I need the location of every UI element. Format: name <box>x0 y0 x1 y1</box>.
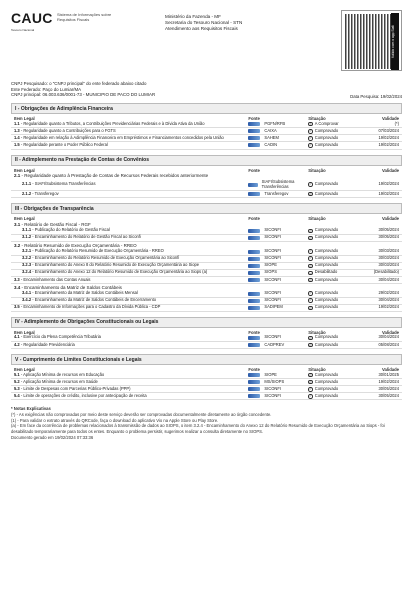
fonte-cell <box>248 129 308 134</box>
status-icon: ✓ <box>309 129 312 134</box>
fonte-label: SICONFI <box>264 297 282 303</box>
validade-cell: 19/02/2024 <box>378 304 399 310</box>
situacao-cell <box>308 298 354 303</box>
validade-cell: 30/05/2024 <box>378 385 399 391</box>
validade-cell: 19/02/2024 <box>378 181 399 187</box>
fonte-cell <box>248 291 308 296</box>
item-text: - Regularidade em relação à Adimplência Financeira em Empréstimos e Financiamentos concedidos pela União <box>20 134 224 140</box>
fonte-label: Transferegov <box>264 190 289 196</box>
situacao-cell <box>308 373 354 378</box>
column-label: Validade <box>381 116 399 122</box>
status-label: Comprovado <box>314 234 339 240</box>
validade-cell: 30/04/2024 <box>378 297 399 303</box>
table-row <box>11 342 402 349</box>
item-legal <box>14 373 248 378</box>
section-title: IV - Adimplemento de Obrigações Constitucionais ou Legais <box>11 317 402 328</box>
fonte-cell <box>248 180 308 190</box>
situacao-cell <box>308 270 354 275</box>
validade-cell: 07/03/2024 <box>378 127 399 133</box>
situacao-cell <box>308 263 354 268</box>
item-legal <box>14 394 248 399</box>
item-text: - Encaminhamento do Relatório Resumido de Execução Orçamentária ao Siconfi <box>32 255 180 261</box>
note-line: (a) - Em face da ocorrência de problemas relacionados à transmissão de dados ao SIOPS, o item 3.2.4 - Encaminhamento do Anexo 12 do Relatório Resumido de Execução Orçamentária ao Siops - foi desabilitado temporariamente para todos os entes. Enquanto o problema persistir, sugerimos realizar a consulta diretamente no SIOPS. <box>11 423 385 435</box>
fonte-label: SICONFI <box>264 392 281 398</box>
item-legal <box>14 136 248 141</box>
status-label: Comprovado <box>314 341 339 347</box>
note-line: (1) - Para validar o extrato através do QRCode, faça o download do aplicativo Vio na Apple Store ou Play Store. <box>11 417 219 423</box>
source-logo-icon <box>248 394 260 398</box>
situacao-cell <box>308 278 354 283</box>
source-logo-icon <box>248 336 260 340</box>
column-label: Validade <box>381 367 399 373</box>
item-number: 2.1.2 <box>22 190 32 196</box>
validade-cell: 30/03/2024 <box>378 255 399 261</box>
situacao-cell <box>308 343 354 348</box>
item-number: 2.1.1 <box>22 181 32 187</box>
column-label: Item Legal <box>14 116 35 122</box>
situacao-cell <box>308 387 354 392</box>
ente-federado: Ente Federado: Paço do Lumiar/MA <box>11 86 82 92</box>
status-icon: ✓ <box>309 379 312 384</box>
item-number: 3.1.1 <box>22 227 32 233</box>
fonte-cell <box>248 343 308 348</box>
status-icon: ✓ <box>309 228 312 233</box>
status-icon: – <box>309 270 312 275</box>
status-label: Comprovado <box>314 190 339 196</box>
qr-code[interactable] <box>341 10 402 71</box>
item-legal <box>14 291 248 296</box>
item-text: - Encaminhamento da Matriz de Saldos Contábeis de Encerramento <box>32 297 157 303</box>
item-text: - Encaminhamento da Matriz de Saldos Contábeis Mensal <box>32 290 138 296</box>
situacao-cell <box>308 256 354 261</box>
validade-cell: 30/03/2024 <box>378 262 399 268</box>
item-text: - Encaminhamento do Anexo 12 do Relatório Resumido de Execução Orçamentária ao Siops (a) <box>32 269 208 275</box>
fonte-label: CADIN <box>264 142 278 148</box>
item-legal <box>14 129 248 134</box>
validade-cell: (*) <box>394 120 399 126</box>
validade-cell: 30/03/2024 <box>378 248 399 254</box>
requirements-sections <box>11 103 402 400</box>
item-number: 3.4.1 <box>22 290 32 296</box>
column-label: Situação <box>308 367 326 373</box>
source-logo-icon <box>248 192 260 196</box>
item-legal <box>14 343 248 348</box>
item-legal <box>14 305 248 310</box>
explanatory-notes <box>11 406 402 440</box>
status-icon: ✓ <box>309 249 312 254</box>
ministry-line: Ministério da Fazenda - MF <box>165 14 221 19</box>
item-legal <box>14 263 248 268</box>
status-label: Comprovado <box>314 276 339 282</box>
status-icon: ✓ <box>309 235 312 240</box>
fonte-cell <box>248 256 308 261</box>
section-title: III - Obrigações de Transparência <box>11 203 402 214</box>
item-text: - Limite de Despesas com Parcerias Público-Privadas (PPP) <box>20 385 131 391</box>
item-text: - Transferegov <box>32 190 59 196</box>
situacao-cell <box>308 235 354 240</box>
column-label: Situação <box>308 116 326 122</box>
column-label: Situação <box>308 329 326 335</box>
fonte-cell <box>248 249 308 254</box>
qr-side-label: Válido com o app Siafi <box>391 13 399 70</box>
source-logo-icon <box>248 143 260 147</box>
situacao-cell <box>308 249 354 254</box>
item-legal <box>14 173 248 178</box>
item-legal <box>14 122 248 127</box>
fonte-label: SICONFI <box>264 334 281 340</box>
status-icon: ✓ <box>309 263 312 268</box>
fonte-label: SADIPEM <box>264 304 283 310</box>
fonte-label: CAIXA <box>264 127 277 133</box>
table-row <box>11 142 402 149</box>
source-logo-icon <box>248 271 260 275</box>
situacao-cell <box>308 291 354 296</box>
table-row <box>11 393 402 400</box>
section <box>11 155 402 199</box>
status-label: Comprovado <box>314 127 339 133</box>
column-header <box>11 166 402 173</box>
validade-cell: 19/02/2024 <box>378 190 399 196</box>
fonte-label: SICONFI <box>264 227 282 233</box>
column-label: Item Legal <box>14 329 35 335</box>
logo-subtitle: Tesouro Nacional <box>11 28 35 32</box>
status-icon: ✓ <box>309 372 312 377</box>
column-label: Fonte <box>248 216 260 222</box>
status-label: Comprovado <box>314 227 339 233</box>
situacao-cell <box>308 192 354 197</box>
status-label: Comprovado <box>314 371 339 377</box>
source-logo-icon <box>248 299 260 303</box>
item-legal <box>14 235 248 240</box>
fonte-cell <box>248 235 308 240</box>
item-text: - Exercício da Plena Competência Tributária <box>20 334 101 340</box>
item-number: 3.2 <box>14 242 21 248</box>
fonte-cell <box>248 298 308 303</box>
table-row <box>11 191 402 198</box>
fonte-label: SIOPE <box>264 262 277 268</box>
item-number: 3.1.2 <box>22 234 32 240</box>
status-label: Comprovado <box>314 248 339 254</box>
section <box>11 203 402 312</box>
source-logo-icon <box>248 292 260 296</box>
fonte-label: SICONFI <box>264 276 281 282</box>
status-icon: ✓ <box>309 143 312 148</box>
status-label: Comprovado <box>314 297 339 303</box>
item-number: 3.2.2 <box>22 255 32 261</box>
source-logo-icon <box>248 257 260 261</box>
status-icon: ✓ <box>309 136 312 141</box>
source-logo-icon <box>248 229 260 233</box>
source-logo-icon <box>248 136 260 140</box>
item-text: - Encaminhamento do Relatório de Gestão Fiscal ao Siconfi <box>32 234 141 240</box>
item-legal <box>14 256 248 261</box>
fonte-cell <box>248 122 308 127</box>
status-label: Comprovado <box>314 385 339 391</box>
column-label: Fonte <box>248 167 260 173</box>
ministry-line: Secretaria do Tesouro Nacional - STN <box>165 20 243 26</box>
fonte-label: CADPREV <box>264 341 285 347</box>
status-icon: ✓ <box>309 298 312 303</box>
validade-cell: (Desabilitado) <box>373 269 399 275</box>
item-legal <box>14 182 248 187</box>
fonte-cell <box>248 136 308 141</box>
item-number: 3.4 <box>14 284 21 290</box>
status-label: A Comprovar <box>314 120 339 126</box>
table-row <box>11 305 402 312</box>
situacao-cell <box>308 122 354 127</box>
item-legal <box>14 298 248 303</box>
status-icon: ✓ <box>309 305 312 310</box>
table-row <box>11 277 402 284</box>
status-label: Comprovado <box>314 378 339 384</box>
status-label: Comprovado <box>314 392 339 398</box>
status-icon: ✓ <box>309 182 312 187</box>
source-logo-icon <box>248 183 257 187</box>
item-text: - SIAFI/Subsistema Transferências <box>32 181 96 187</box>
validade-cell: 30/05/2024 <box>378 234 399 240</box>
item-number: 3.4.2 <box>22 297 32 303</box>
item-text: - Encaminhamento de Informações para o Cadastro da Dívida Pública - CDP <box>20 304 161 310</box>
validade-cell: 30/04/2024 <box>378 276 399 282</box>
status-label: Comprovado <box>314 290 339 296</box>
item-number: 5.2 <box>14 378 20 384</box>
item-number: 3.1 <box>14 221 21 227</box>
section-title: V - Cumprimento de Limites Constitucionais e Legais <box>11 354 402 365</box>
situacao-cell <box>308 129 354 134</box>
item-number: 1.1 <box>14 120 20 126</box>
source-logo-icon <box>248 343 260 347</box>
status-label: Comprovado <box>314 255 339 261</box>
cnpj-pesquisado: CNPJ Pesquisado: o "CNPJ principal" do ente federado abaixo citado <box>11 81 147 86</box>
column-label: Situação <box>308 167 326 173</box>
validade-cell: 29/02/2024 <box>378 290 399 296</box>
item-text: - Encaminhamento da Matriz de Saldos Contábeis <box>21 284 122 290</box>
item-number: 5.1 <box>14 371 20 377</box>
item-legal <box>14 380 248 385</box>
situacao-cell <box>308 143 354 148</box>
source-logo-icon <box>248 373 260 377</box>
item-number: 1.3 <box>14 127 20 133</box>
fonte-label: SICONFI <box>264 385 281 391</box>
fonte-label: SIAFI/Subsistema Transferências <box>261 178 295 189</box>
item-legal <box>14 270 248 275</box>
validade-cell: 19/02/2024 <box>378 378 399 384</box>
item-number: 3.2.4 <box>22 269 32 275</box>
item-number: 3.5 <box>14 304 20 310</box>
fonte-label: MS/SIOPS <box>264 378 285 384</box>
item-text: - Regularidade quanto à Prestação de Contas de Recursos Federais recebidos anteriormente <box>21 173 209 179</box>
item-legal <box>14 243 248 248</box>
table-row <box>11 173 402 180</box>
source-logo-icon <box>248 129 260 133</box>
section-title: I - Obrigações de Adimplência Financeira <box>11 103 402 114</box>
fonte-cell <box>248 394 308 399</box>
item-number: 1.4 <box>14 134 20 140</box>
item-number: 4.2 <box>14 341 20 347</box>
item-number: 3.3 <box>14 276 20 282</box>
situacao-cell <box>308 182 354 187</box>
validade-cell: 19/02/2024 <box>378 134 399 140</box>
status-label: Comprovado <box>314 134 339 140</box>
item-legal <box>14 228 248 233</box>
fonte-cell <box>248 373 308 378</box>
situacao-cell <box>308 335 354 340</box>
query-info <box>11 81 402 98</box>
ministry-line: Atendimento aos Requisitos Fiscais <box>165 26 238 32</box>
situacao-cell <box>308 305 354 310</box>
fonte-cell <box>248 305 308 310</box>
fonte-cell <box>248 143 308 148</box>
section <box>11 103 402 149</box>
item-number: 3.2.3 <box>22 262 32 268</box>
source-logo-icon <box>248 278 260 282</box>
status-icon: ✓ <box>309 387 312 392</box>
item-legal <box>14 249 248 254</box>
status-label: Desabilitado <box>314 269 338 275</box>
validade-cell: 05/08/2024 <box>378 341 399 347</box>
cauc-logo <box>11 10 57 32</box>
table-row <box>11 235 402 242</box>
item-text: - Regularidade quanto a Tributos, a Contribuições Previdenciárias Federais e à Dívida Ativa da União <box>20 120 205 126</box>
item-text: - Relatório Resumido de Execução Orçamentária - RREO <box>21 242 137 248</box>
item-legal <box>14 335 248 340</box>
item-text: - Encaminhamento das Contas Anuais <box>20 276 91 282</box>
status-label: Comprovado <box>314 262 339 268</box>
column-label: Item Legal <box>14 167 35 173</box>
fonte-cell <box>248 380 308 385</box>
source-logo-icon <box>248 306 260 310</box>
item-legal <box>14 192 248 197</box>
table-row <box>11 179 402 191</box>
fonte-label: SICONFI <box>264 248 282 254</box>
fonte-label: SICONFI <box>264 290 282 296</box>
generated-at: Documento gerado em 19/02/2024 07:33:36 <box>11 434 94 440</box>
item-text: - Publicação do Relatório Resumido de Execução Orçamentária - RREO <box>32 248 164 254</box>
item-text: - Regularidade Previdenciária <box>20 341 75 347</box>
item-text: - Aplicação Mínima de recursos em Educação <box>20 371 105 377</box>
item-legal <box>14 143 248 148</box>
item-text: - Regularidade quanto a Contribuições para o FGTS <box>20 127 116 133</box>
fonte-cell <box>248 263 308 268</box>
item-number: 5.4 <box>14 392 20 398</box>
column-label: Item Legal <box>14 367 35 373</box>
data-pesquisa: Data Pesquisa: 19/02/2024 <box>350 94 402 99</box>
column-header <box>11 214 402 221</box>
note-line: (*) - As exigências não comprovadas por meio deste serviço deverão ser comprovadas documentalmente diretamente ao órgão concedente. <box>11 412 272 418</box>
fonte-label: SIOPE <box>264 371 277 377</box>
validade-cell: 19/02/2024 <box>378 142 399 148</box>
status-icon: ✓ <box>309 291 312 296</box>
source-logo-icon <box>248 387 260 391</box>
fonte-label: SICONFI <box>264 234 282 240</box>
item-number: 4.1 <box>14 334 20 340</box>
item-text: - Regularidade perante o Poder Público Federal <box>20 142 108 148</box>
item-legal <box>14 285 248 290</box>
status-icon: ✓ <box>309 335 312 340</box>
fonte-label: SIOPS <box>264 269 277 275</box>
source-logo-icon <box>248 380 260 384</box>
qr-pattern <box>345 14 392 69</box>
item-number: 5.3 <box>14 385 20 391</box>
item-legal <box>14 387 248 392</box>
fonte-label: SAHEM <box>264 134 279 140</box>
item-text: - Encaminhamento do Anexo 8 do Relatório Resumido de Execução Orçamentária ao Siope <box>32 262 200 268</box>
source-logo-icon <box>248 250 260 254</box>
fonte-cell <box>248 335 308 340</box>
situacao-cell <box>308 228 354 233</box>
fonte-cell <box>248 278 308 283</box>
item-text: - Limite de operações de crédito, inclusive por antecipação de receita <box>20 392 147 398</box>
status-label: Comprovado <box>314 142 339 148</box>
validade-cell: 30/05/2024 <box>378 227 399 233</box>
notes-title: * Notas Explicativas <box>11 406 51 412</box>
source-logo-icon <box>248 264 260 268</box>
section <box>11 354 402 400</box>
status-icon: ✓ <box>309 191 312 196</box>
item-text: - Publicação do Relatório de Gestão Fiscal <box>32 227 110 233</box>
status-label: Comprovado <box>314 181 339 187</box>
situacao-cell <box>308 394 354 399</box>
section-title: II - Adimplemento na Prestação de Contas de Convênios <box>11 155 402 166</box>
fonte-cell <box>248 270 308 275</box>
status-icon: ✓ <box>309 256 312 261</box>
source-logo-icon <box>248 236 260 240</box>
fonte-cell <box>248 228 308 233</box>
item-number: 2.1 <box>14 173 21 179</box>
item-number: 1.5 <box>14 142 20 148</box>
validade-cell: 30/01/2025 <box>378 371 399 377</box>
status-icon: ✓ <box>309 277 312 282</box>
section <box>11 317 402 349</box>
status-label: Comprovado <box>314 334 339 340</box>
column-label: Fonte <box>248 116 260 122</box>
column-label: Item Legal <box>14 216 35 222</box>
item-text: - Aplicação Mínima de recursos em Saúde <box>20 378 98 384</box>
source-logo-icon <box>248 122 260 126</box>
cnpj-principal: CNPJ principal: 06.003.636/0001-73 - MUNICIPIO DE PACO DO LUMIAR <box>11 92 156 98</box>
ministry-block <box>165 14 242 33</box>
validade-cell: 30/04/2024 <box>378 334 399 340</box>
status-label: Comprovado <box>314 304 339 310</box>
status-icon: ! <box>310 121 311 126</box>
column-label: Fonte <box>248 329 260 335</box>
item-legal <box>14 278 248 283</box>
situacao-cell <box>308 136 354 141</box>
column-label: Fonte <box>248 367 260 373</box>
fonte-cell <box>248 192 308 197</box>
column-label: Validade <box>381 329 399 335</box>
column-label: Situação <box>308 216 326 222</box>
column-label: Validade <box>381 216 399 222</box>
fonte-label: SICONFI <box>264 255 282 261</box>
item-text: - Relatório de Gestão Fiscal - RGF <box>21 221 91 227</box>
fonte-cell <box>248 387 308 392</box>
logo-description: Sistema de Informações sobre Requisitos Fiscais <box>57 12 112 22</box>
logo-text: CAUC <box>11 10 53 26</box>
column-label: Validade <box>381 167 399 173</box>
item-legal <box>14 222 248 227</box>
fonte-label: PGFN/RFB <box>264 120 286 126</box>
status-icon: ✓ <box>309 342 312 347</box>
situacao-cell <box>308 380 354 385</box>
status-icon: ✓ <box>309 394 312 399</box>
item-number: 3.2.1 <box>22 248 32 254</box>
validade-cell: 30/05/2024 <box>378 392 399 398</box>
